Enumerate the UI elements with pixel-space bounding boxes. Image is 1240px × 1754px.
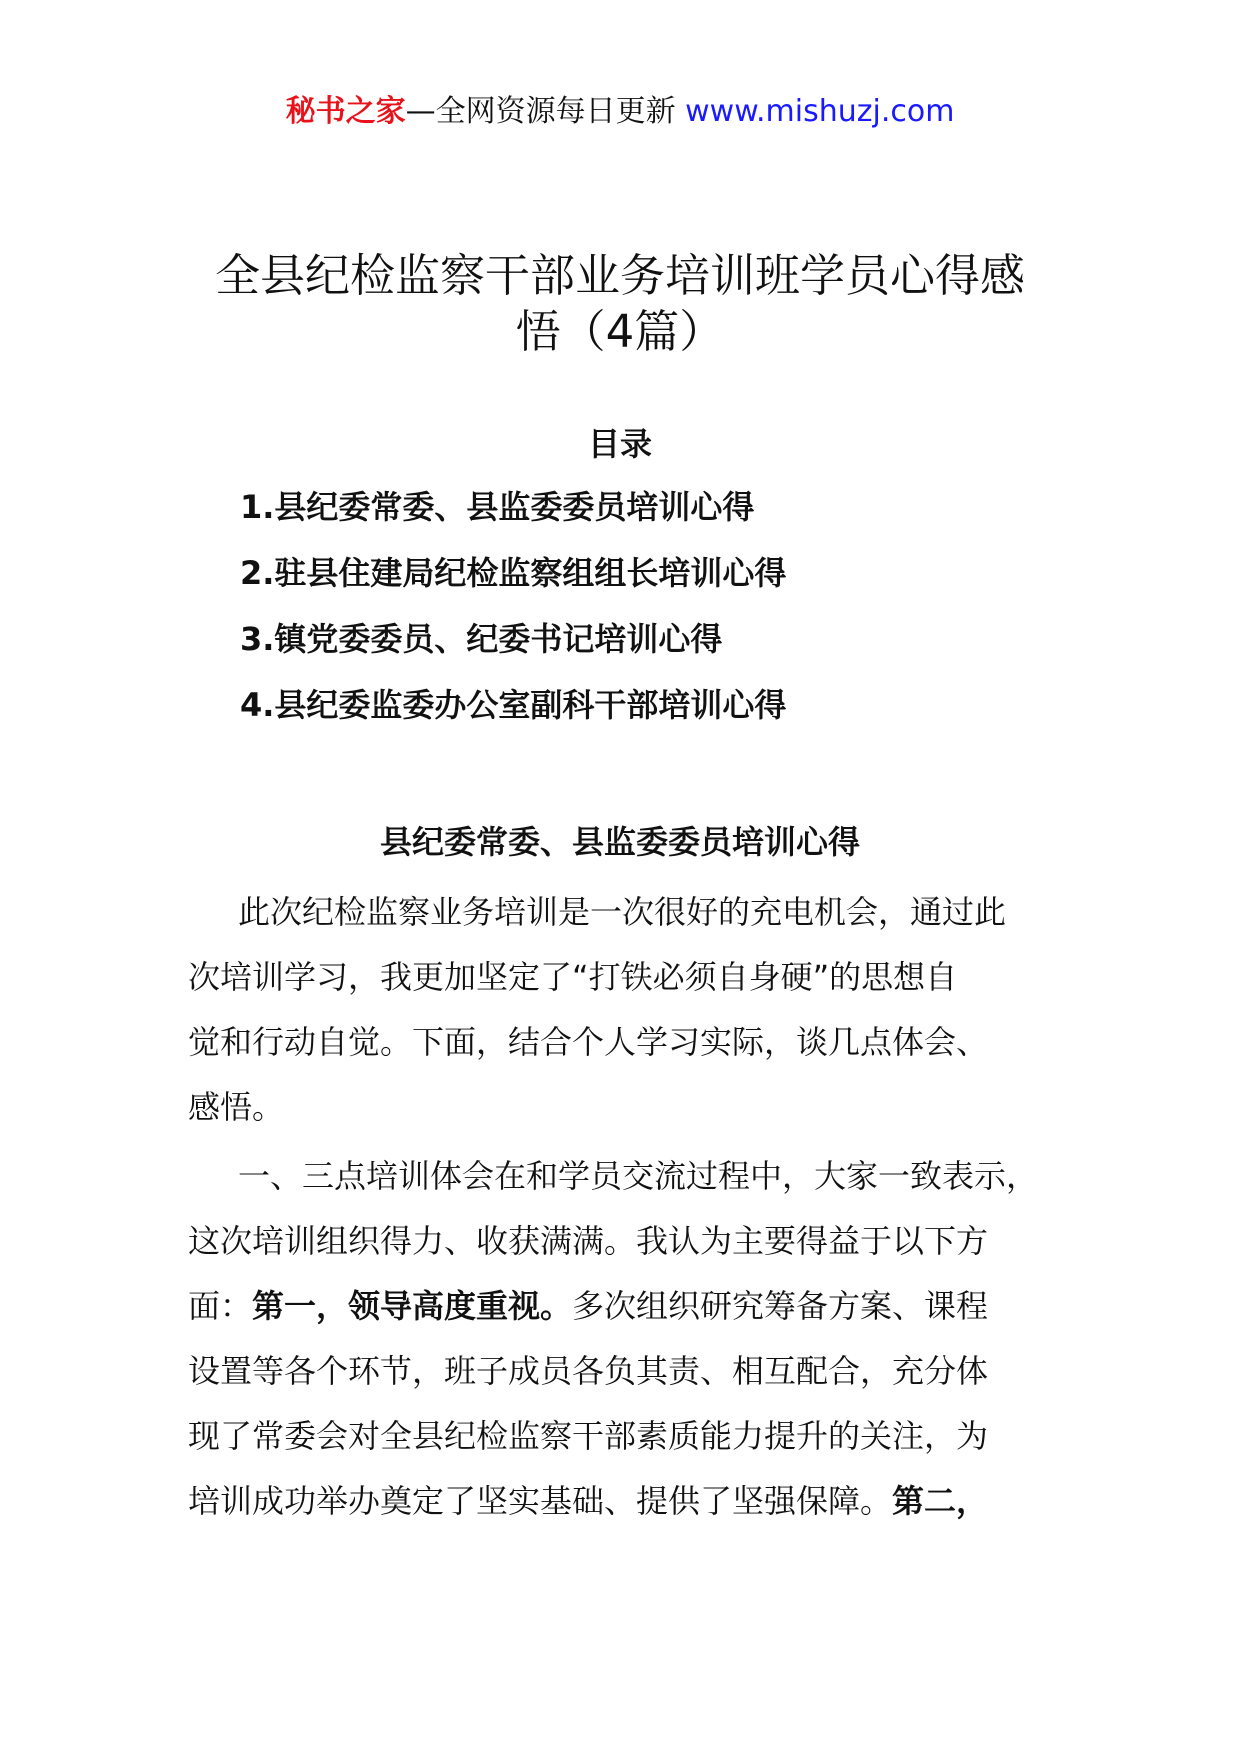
- text-run: 多次组织研究筹备方案、课程: [572, 1287, 989, 1325]
- paragraph-intro: [188, 880, 1068, 1140]
- paragraph-line: 现了常委会对全县纪检监察干部素质能力提升的关注，为: [188, 1417, 989, 1455]
- toc-item-1[interactable]: 1.县纪委常委、县监委委员培训心得: [240, 488, 755, 526]
- document-title: [140, 248, 1100, 360]
- bold-point-one: 第一，领导高度重视。: [252, 1287, 573, 1325]
- text-run: 面：: [188, 1287, 253, 1325]
- toc-item-2[interactable]: 2.驻县住建局纪检监察组组长培训心得: [240, 554, 787, 592]
- section-title: 县纪委常委、县监委委员培训心得: [379, 823, 860, 861]
- paragraph-line: [188, 1274, 1068, 1339]
- header-slogan: —全网资源每日更新: [405, 94, 686, 129]
- paragraph-line: 设置等各个环节，班子成员各负其责、相互配合，充分体: [188, 1352, 989, 1390]
- paragraph-line: 感悟。: [188, 1088, 285, 1126]
- paragraph-line: 一、三点培训体会在和学员交流过程中，大家一致表示，: [238, 1157, 1039, 1195]
- text-run: 培训成功举办奠定了坚实基础、提供了坚强保障。: [188, 1482, 893, 1520]
- paragraph-experience: [188, 1144, 1068, 1534]
- bold-point-two: 第二，: [892, 1482, 989, 1520]
- document-title-line-1: 全县纪检监察干部业务培训班学员心得感: [214, 249, 1025, 302]
- toc-item-3[interactable]: 3.镇党委委员、纪委书记培训心得: [240, 620, 723, 658]
- site-header: [0, 92, 1240, 132]
- table-of-contents: [240, 485, 786, 749]
- toc-heading: 目录: [587, 425, 652, 463]
- brand-name: 秘书之家: [285, 94, 406, 129]
- toc-item-4[interactable]: 4.县纪委监委办公室副科干部培训心得: [240, 686, 787, 724]
- paragraph-line: 此次纪检监察业务培训是一次很好的充电机会，通过此: [238, 893, 1007, 931]
- site-url-link[interactable]: www.mishuzj.com: [685, 94, 955, 129]
- paragraph-line: [188, 1469, 1068, 1534]
- paragraph-line: 这次培训组织得力、收获满满。我认为主要得益于以下方: [188, 1222, 989, 1260]
- paragraph-line: 觉和行动自觉。下面，结合个人学习实际，谈几点体会、: [188, 1023, 989, 1061]
- paragraph-line: 次培训学习，我更加坚定了“打铁必须自身硬”的思想自: [188, 958, 958, 996]
- document-title-line-2: 悟（4篇）: [515, 305, 725, 358]
